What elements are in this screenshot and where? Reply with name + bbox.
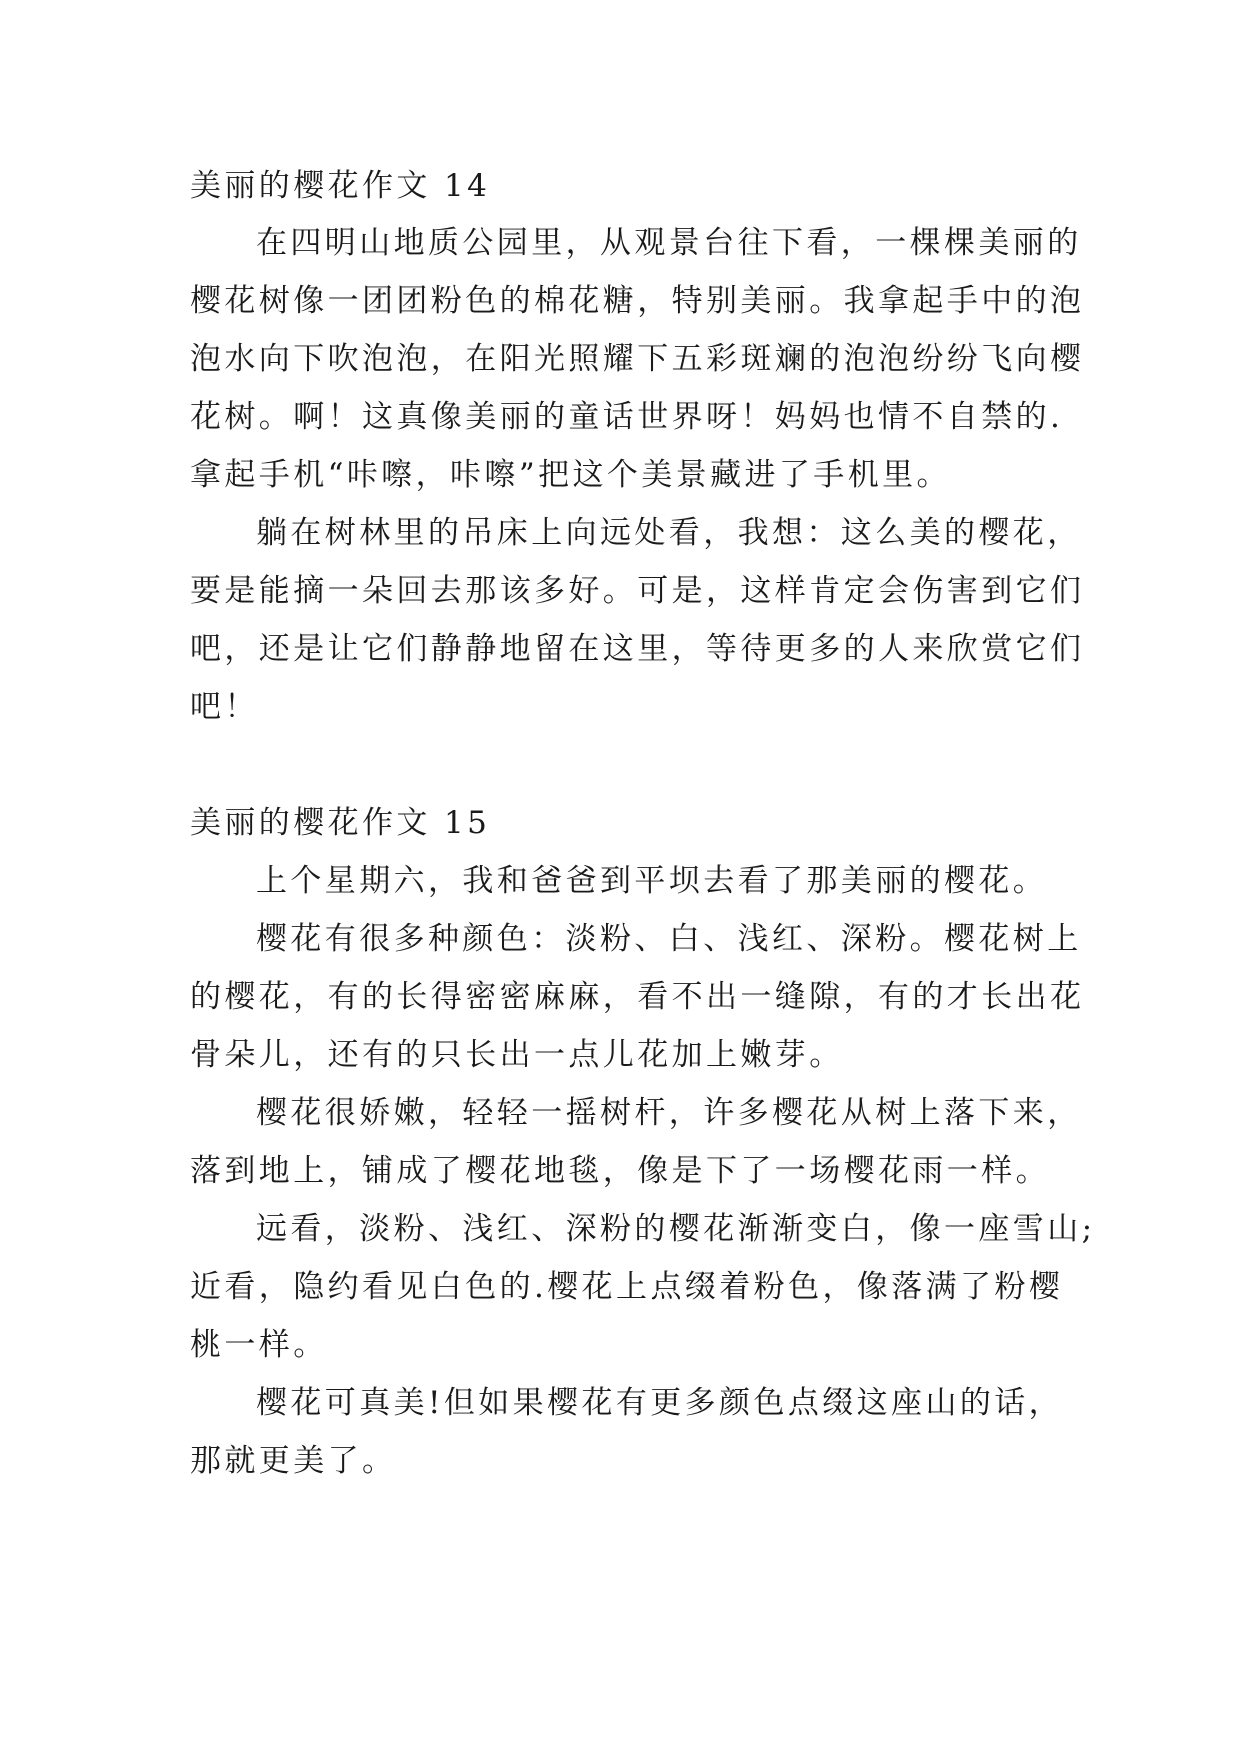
text-line: 桃一样。	[190, 1327, 328, 1363]
text-line: 近看，隐约看见白色的.樱花上点缀着粉色，像落满了粉樱	[190, 1269, 1064, 1305]
text-line: 樱花有很多种颜色：淡粉、白、浅红、深粉。樱花树上	[256, 921, 1082, 957]
text-line: 吧！	[190, 689, 259, 725]
text-line: 骨朵儿，还有的只长出一点儿花加上嫩芽。	[190, 1037, 844, 1073]
text-line: 拿起手机“咔嚓，咔嚓”把这个美景藏进了手机里。	[190, 457, 951, 493]
essay-15-title: 美丽的樱花作文 15	[190, 805, 491, 841]
text-line: 泡水向下吹泡泡，在阳光照耀下五彩斑斓的泡泡纷纷飞向樱	[190, 341, 1085, 377]
text-line: 要是能摘一朵回去那该多好。可是，这样肯定会伤害到它们	[190, 573, 1085, 609]
text-line: 樱花很娇嫩，轻轻一摇树杆，许多樱花从树上落下来，	[256, 1095, 1082, 1131]
text-line: 樱花树像一团团粉色的棉花糖，特别美丽。我拿起手中的泡	[190, 283, 1085, 319]
text-line: 的樱花，有的长得密密麻麻，看不出一缝隙，有的才长出花	[190, 979, 1085, 1015]
text-line: 花树。啊！这真像美丽的童话世界呀！妈妈也情不自禁的.	[190, 399, 1064, 435]
text-line: 躺在树林里的吊床上向远处看，我想：这么美的樱花，	[256, 515, 1082, 551]
text-line: 吧，还是让它们静静地留在这里，等待更多的人来欣赏它们	[190, 631, 1085, 667]
text-line: 在四明山地质公园里，从观景台往下看，一棵棵美丽的	[256, 225, 1082, 261]
text-line: 上个星期六，我和爸爸到平坝去看了那美丽的樱花。	[256, 863, 1048, 899]
essay-14-title: 美丽的樱花作文 14	[190, 168, 491, 204]
text-line: 远看，淡粉、浅红、深粉的樱花渐渐变白，像一座雪山;	[256, 1211, 1096, 1247]
text-line: 落到地上，铺成了樱花地毯，像是下了一场樱花雨一样。	[190, 1153, 1050, 1189]
text-line: 那就更美了。	[190, 1443, 397, 1479]
text-line: 樱花可真美!但如果樱花有更多颜色点缀这座山的话，	[256, 1385, 1064, 1421]
